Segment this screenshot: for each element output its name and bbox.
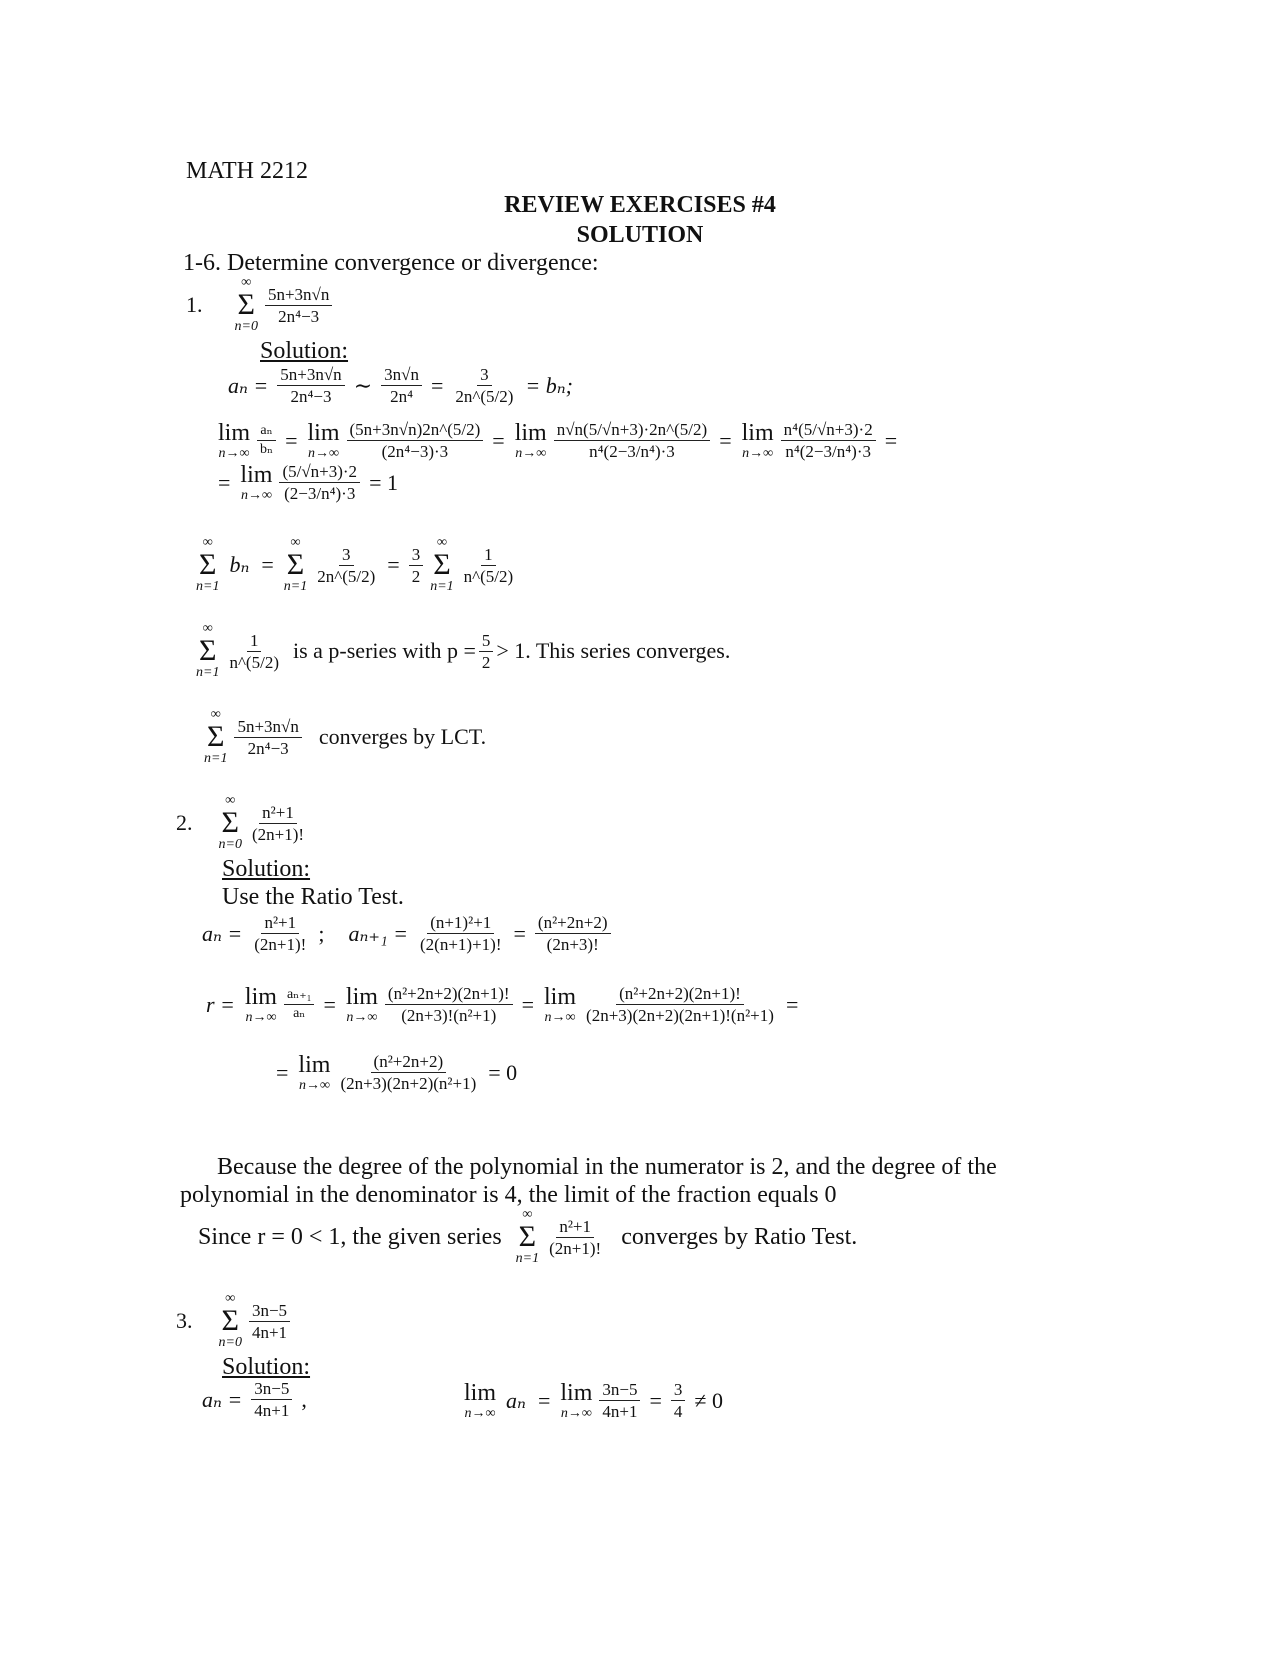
solution-label: Solution: [222, 1354, 311, 1380]
p2-line-r: r = lim n→∞ $\frac{\text{aₙ₊₁}}{\text{aₙ}}$ = lim n→∞ $\frac{\text{(n²+2n+2)(2n+1)!}}{\text{(2n+3)!(n²+1)}}$ = lim n→∞ $\frac{\text{(n²+2n+2)(2n+1)!}}{\text{(2n+3)(2n+2)(2n+1)!(n²+1)}}$ = [206, 984, 799, 1026]
p2-line-an: aₙ = $\frac{\text{n²+1}}{(2n+1)!}$ ; aₙ₊₁ = $\frac{\text{(n+1)²+1}}{(2(n+1)+1)!}$ = $\frac{\text{(n²+2n+2)}}{(2n+3)!}$ [196, 914, 614, 953]
p1-sum-bn: ∞ Σ n=1 bₙ = ∞ Σ n=1 $\frac{3}{2n\^{}(5/2)}$ = $\frac{3}{2}$ ∞ Σ n=1 $\frac{1}{n\^{}(5/2)}$ [196, 535, 514, 594]
method-text: Use the Ratio Test. [222, 884, 404, 910]
problem-1-statement [186, 276, 335, 334]
explanation-line-2: polynomial in the denominator is 4, the limit of the fraction equals 0 [180, 1182, 837, 1208]
page-subtitle: SOLUTION [576, 222, 704, 248]
problem-3-statement: 3. ∞ Σ n=0 $\frac{3n-5}{4n+1}$ [176, 1292, 293, 1350]
p3-line-limit: lim n→∞ aₙ = lim n→∞ $\frac{3n-5}{4n+1}$ = $\frac{3}{4}$ ≠ 0 [464, 1380, 723, 1422]
sum-symbol: ∞ Σ n=0 [234, 275, 258, 334]
page-title: REVIEW EXERCISES #4 [504, 192, 776, 218]
p2-line-r2: = lim n→∞ $\frac{\text{(n²+2n+2)}}{\text{(2n+3)(2n+2)(n²+1)}}$ = 0 [276, 1052, 518, 1094]
explanation-line-1: Because the degree of the polynomial in the numerator is 2, and the degree of the [217, 1154, 997, 1180]
p1-line-limit-2: = lim n→∞ $\frac{(5/√n+3)\cdot 2}{\text{(2−3/n⁴)·3}}$ = 1 [218, 462, 398, 504]
p1-conclusion: ∞ Σ n=1 $\frac{5n+3n√n}{\text{2n⁴−3}}$ converges by LCT. [204, 707, 487, 766]
solution-label: Solution: [260, 338, 349, 364]
p2-conclusion: Since r = 0 < 1, the given series ∞ Σ n=1 $\frac{\text{n²+1}}{(2n+1)!}$ converges by Ratio Test. [198, 1207, 858, 1266]
instructions: 1-6. Determine convergence or divergence: [183, 250, 599, 276]
p1-line-limit-1: lim n→∞ $\frac{\text{aₙ}}{\text{bₙ}}$ = lim n→∞ $\frac{(5n+3n√n)2n\^{}(5/2)}{\text{(2n⁴−3)·3}}$ = lim n→∞ $\frac{n√n(5/√n+3)\cdot 2n\^{}(5/2)}{\text{n⁴(2−3/n⁴)·3}}$ = lim n→∞ $\frac{\text{n⁴(5/√n+3)·2}}{\text{n⁴(2−3/n⁴)·3}}$ = [218, 420, 898, 462]
problem-number: 1. [186, 292, 203, 317]
p1-pseries: ∞ Σ n=1 $\frac{1}{n\^{}(5/2)}$ is a p-series with p = $\frac{5}{2}$ > 1. This series converges. [196, 621, 731, 680]
problem-2-statement: 2. ∞ Σ n=0 $\frac{\text{n²+1}}{(2n+1)!}$ [176, 793, 305, 852]
p1-line-an: aₙ = $\frac{5n+3n√n}{\text{2n⁴−3}}$ ∼ $\frac{3n√n}{\text{2n⁴}}$ = $\frac{3}{2n\^{}(5/2)}$ = bₙ; [228, 365, 574, 406]
course-code: MATH 2212 [186, 158, 309, 184]
solution-label: Solution: [222, 856, 311, 882]
series-fraction: $\frac{5n+3n√n}{\text{2n⁴−3}}$ [265, 286, 332, 325]
p3-line-an: aₙ = $\frac{3n-5}{4n+1}$ , [202, 1379, 307, 1420]
